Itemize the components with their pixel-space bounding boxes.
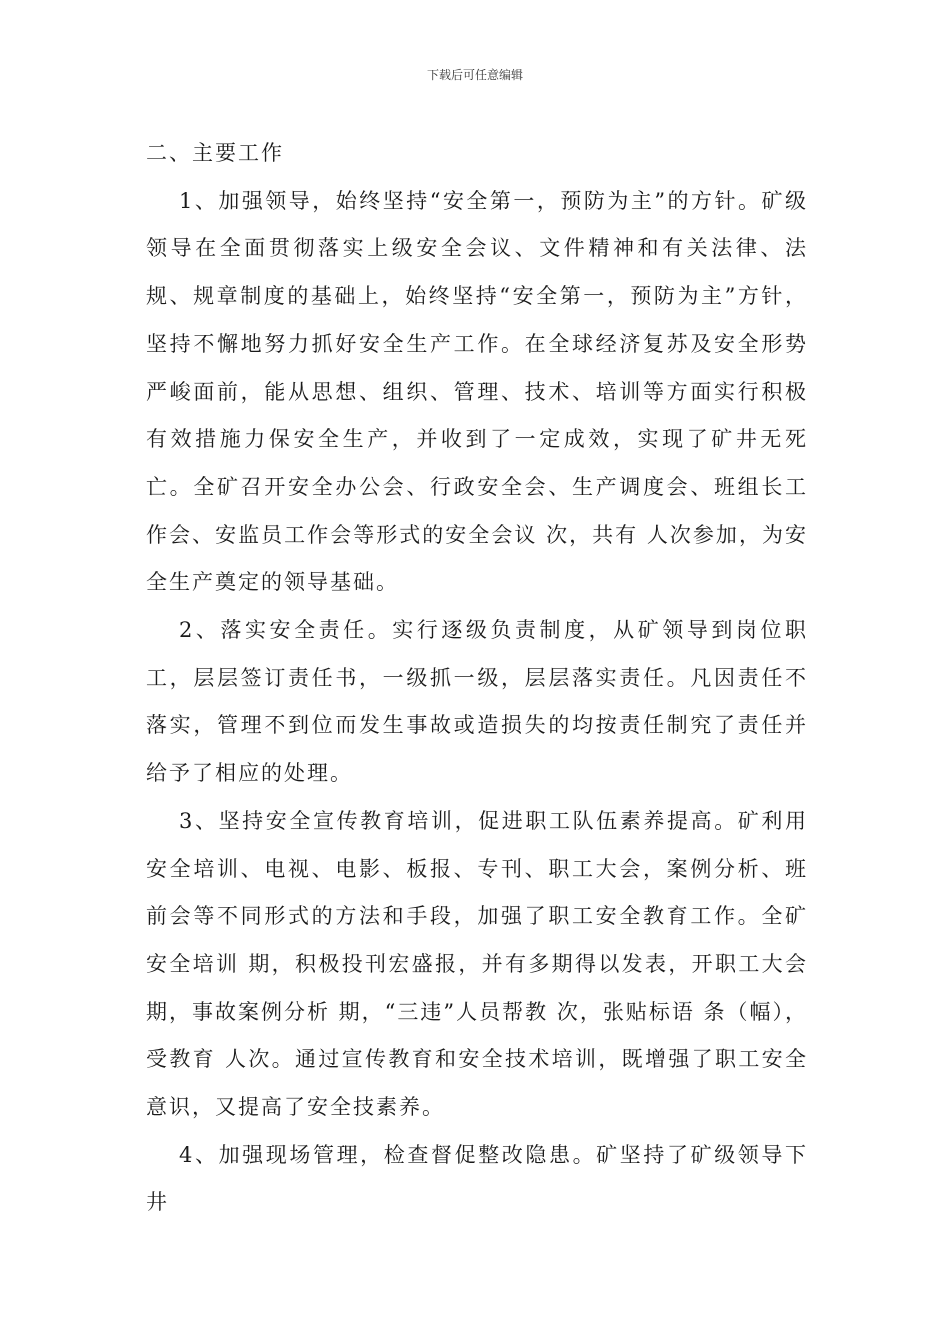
- page-header-note: 下载后可任意编辑: [426, 68, 523, 82]
- document-body: [146, 130, 808, 1227]
- section-heading: 二、主要工作: [146, 141, 284, 165]
- paragraph-2: 2、落实安全责任。实行逐级负责制度，从矿领导到岗位职工，层层签订责任书，一级抓一级，层层落实责任。凡因责任不落实，管理不到位而发生事故或造损失的均按责任制究了责任并给予了相应的处理。: [146, 618, 808, 786]
- paragraph-4: 4、加强现场管理，检查督促整改隐患。矿坚持了矿级领导下井: [146, 1142, 808, 1215]
- paragraph-1: 1、加强领导，始终坚持“安全第一，预防为主”的方针。矿级领导在全面贯彻落实上级安全会议、文件精神和有关法律、法规、规章制度的基础上，始终坚持“安全第一，预防为主”方针，坚持不懈地努力抓好安全生产工作。在全球经济复苏及安全形势严峻面前，能从思想、组织、管理、技术、培训等方面实行积极有效措施力保安全生产，并收到了一定成效，实现了矿井无死亡。全矿召开安全办公会、行政安全会、生产调度会、班组长工作会、安监员工作会等形式的安全会议 次，共有 人次参加，为安全生产奠定的领导基础。: [146, 188, 808, 595]
- paragraph-3: 3、坚持安全宣传教育培训，促进职工队伍素养提高。矿利用安全培训、电视、电影、板报、专刊、职工大会，案例分析、班前会等不同形式的方法和手段，加强了职工安全教育工作。全矿安全培训 期，积极投刊宏盛报，并有多期得以发表，开职工大会 期，事故案例分析 期，“三违”人员帮教 次，张贴标语 条（幅），受教育 人次。通过宣传教育和安全技术培训，既增强了职工安全意识，又提高了安全技素养。: [146, 808, 808, 1120]
